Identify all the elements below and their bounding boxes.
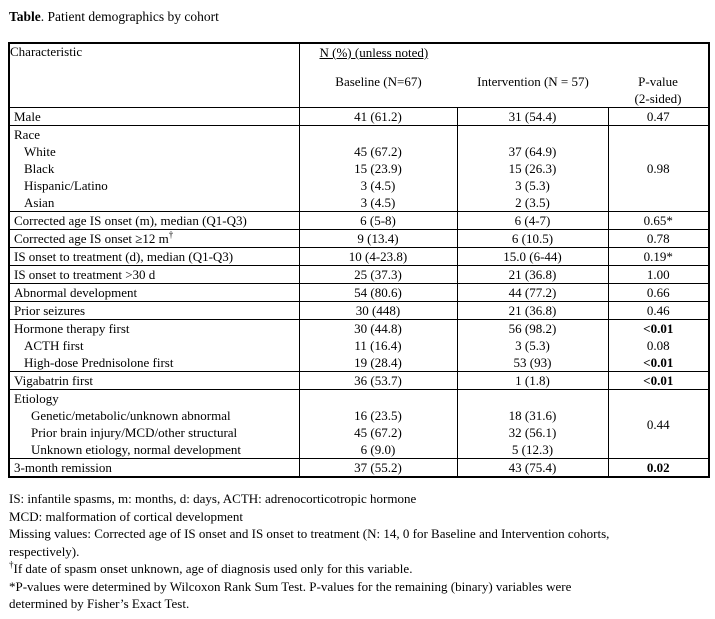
row-label: High-dose Prednisolone first <box>24 355 174 370</box>
baseline-value: 16 (23.5) <box>354 408 402 423</box>
intervention-value: 15.0 (6-44) <box>503 249 562 264</box>
baseline-value: 45 (67.2) <box>354 144 402 159</box>
intervention-value-cell <box>457 459 608 478</box>
table-caption <box>9 8 708 26</box>
baseline-value: 25 (37.3) <box>354 267 402 282</box>
footnote-line: *P-values were determined by Wilcoxon Rank Sum Test. P-values for the remaining (binary) variables were <box>9 578 572 594</box>
baseline-value <box>300 126 457 143</box>
baseline-value: 30 (44.8) <box>354 321 402 336</box>
baseline-value: 45 (67.2) <box>354 425 402 440</box>
pvalue-cell <box>608 230 709 248</box>
baseline-value: 9 (13.4) <box>357 231 399 246</box>
characteristic-cell <box>9 302 299 320</box>
pvalue-cell <box>608 126 709 212</box>
row-label: Prior seizures <box>14 303 86 318</box>
footnote-marker: † <box>9 559 14 570</box>
baseline-value-cell <box>299 230 457 248</box>
footnote-line: IS: infantile spasms, m: months, d: days, ACTH: adrenocorticotropic hormone <box>9 491 417 506</box>
intervention-value: 1 (1.8) <box>515 373 550 388</box>
intervention-value: 15 (26.3) <box>508 161 557 176</box>
baseline-value: 3 (4.5) <box>360 178 396 193</box>
baseline-value: 30 (448) <box>355 303 401 318</box>
table-row <box>9 302 709 320</box>
intervention-value-cell <box>457 266 608 284</box>
intervention-value: 2 (3.5) <box>515 195 550 210</box>
characteristic-cell <box>9 212 299 230</box>
intervention-value-cell <box>457 212 608 230</box>
intervention-value: 6 (4-7) <box>514 213 551 228</box>
row-label: Genetic/metabolic/unknown abnormal <box>31 408 231 423</box>
characteristic-cell <box>9 108 299 126</box>
table-row <box>9 266 709 284</box>
intervention-value: 3 (5.3) <box>515 338 550 353</box>
pvalue-cell <box>608 390 709 459</box>
footnotes <box>9 490 711 613</box>
baseline-value-cell <box>299 372 457 390</box>
baseline-value-cell <box>299 126 457 212</box>
p-value: 0.02 <box>646 460 670 475</box>
intervention-value-cell <box>457 320 608 372</box>
baseline-value: 37 (55.2) <box>354 460 402 475</box>
intervention-value <box>458 126 608 143</box>
intervention-value: 18 (31.6) <box>508 408 557 423</box>
pvalue-cell <box>608 372 709 390</box>
footnote <box>9 508 711 526</box>
baseline-value: 41 (61.2) <box>354 109 402 124</box>
table-row <box>9 459 709 478</box>
row-label: Prior brain injury/MCD/other structural <box>31 425 238 440</box>
p-value: 0.08 <box>646 338 670 353</box>
baseline-value-cell <box>299 212 457 230</box>
intervention-value: 53 (93) <box>513 355 552 370</box>
intervention-value: 6 (10.5) <box>511 231 554 246</box>
intervention-value-cell <box>457 302 608 320</box>
row-label: IS onset to treatment >30 d <box>14 267 156 282</box>
characteristic-cell <box>9 372 299 390</box>
baseline-value-cell <box>299 284 457 302</box>
baseline-value-cell <box>299 302 457 320</box>
row-label: Abnormal development <box>14 285 138 300</box>
table-row <box>9 108 709 126</box>
pvalue-cell <box>608 212 709 230</box>
row-label: Corrected age IS onset ≥12 m† <box>14 230 174 246</box>
p-value: 0.65* <box>643 213 673 228</box>
footnote-line: determined by Fisher’s Exact Test. <box>9 596 190 611</box>
pvalue-cell <box>608 108 709 126</box>
characteristic-cell <box>9 248 299 266</box>
intervention-value: 31 (54.4) <box>508 109 557 124</box>
table-row <box>9 230 709 248</box>
demographics-table <box>8 42 710 478</box>
row-label: Black <box>24 161 55 176</box>
intervention-value-cell <box>457 126 608 212</box>
header-col-pvalue <box>609 74 708 107</box>
footnote-line: MCD: malformation of cortical development <box>9 508 243 524</box>
table-row <box>9 126 709 212</box>
baseline-value <box>300 390 457 407</box>
intervention-value: 3 (5.3) <box>515 178 550 193</box>
intervention-value: 21 (36.8) <box>508 267 557 282</box>
baseline-value-cell <box>299 266 457 284</box>
pvalue-cell <box>608 248 709 266</box>
row-label: Vigabatrin first <box>14 373 94 388</box>
intervention-value: 37 (64.9) <box>508 144 557 159</box>
intervention-value <box>458 390 608 407</box>
row-label: 3-month remission <box>14 460 112 475</box>
header-group-label: N (%) (unless noted) <box>319 45 429 60</box>
table-row <box>9 212 709 230</box>
baseline-value: 11 (16.4) <box>354 338 402 353</box>
footnote-marker: * <box>9 578 16 594</box>
baseline-value-cell <box>299 320 457 372</box>
intervention-value-cell <box>457 390 608 459</box>
intervention-value: 56 (98.2) <box>508 321 557 336</box>
footnote <box>9 490 711 508</box>
intervention-value-cell <box>457 108 608 126</box>
baseline-value: 6 (9.0) <box>360 442 396 457</box>
p-value: <0.01 <box>643 321 674 336</box>
pvalue-cell <box>608 459 709 478</box>
table-row <box>9 248 709 266</box>
dagger-marker: † <box>168 230 174 240</box>
intervention-value: 32 (56.1) <box>508 425 557 440</box>
p-value: 0.98 <box>646 161 670 176</box>
characteristic-cell <box>9 320 299 372</box>
table-row <box>9 390 709 459</box>
header-subcolumns <box>300 74 709 107</box>
table-row <box>9 320 709 372</box>
header-col-pvalue-line1: P-value <box>638 74 678 89</box>
row-label: Unknown etiology, normal development <box>31 442 242 457</box>
row-label: IS onset to treatment (d), median (Q1-Q3) <box>14 249 234 264</box>
baseline-value-cell <box>299 108 457 126</box>
header-col-pvalue-line2: (2-sided) <box>634 90 682 106</box>
pvalue-cell <box>608 302 709 320</box>
intervention-value: 21 (36.8) <box>508 303 557 318</box>
footnote-line: Missing values: Corrected age of IS onset and IS onset to treatment (N: 14, 0 for Baseline and Intervention cohorts, <box>9 526 610 541</box>
baseline-value-cell <box>299 459 457 478</box>
caption-label: Table <box>9 9 41 24</box>
p-value: 0.44 <box>646 416 670 432</box>
header-col-baseline: Baseline (N=67) <box>335 74 422 89</box>
p-value: 0.66 <box>646 285 670 300</box>
footnote-line: †If date of spasm onset unknown, age of diagnosis used only for this variable. <box>9 559 413 576</box>
row-label: Hormone therapy first <box>14 321 130 336</box>
intervention-value: 43 (75.4) <box>508 460 557 475</box>
characteristic-cell <box>9 284 299 302</box>
footnote <box>9 578 711 613</box>
p-value: 0.19* <box>643 249 673 264</box>
row-label: ACTH first <box>24 338 84 353</box>
row-label: Hispanic/Latino <box>24 178 108 193</box>
characteristic-cell <box>9 266 299 284</box>
caption-text: . Patient demographics by cohort <box>40 9 219 24</box>
baseline-value: 54 (80.6) <box>354 285 402 300</box>
characteristic-cell <box>9 230 299 248</box>
table-row <box>9 284 709 302</box>
header-col-intervention: Intervention (N = 57) <box>477 74 589 89</box>
footnote <box>9 525 711 560</box>
header-characteristic: Characteristic <box>9 43 299 108</box>
baseline-value: 19 (28.4) <box>354 355 402 370</box>
baseline-value: 6 (5-8) <box>360 213 396 228</box>
p-value: <0.01 <box>643 355 674 370</box>
row-label: Male <box>14 109 41 124</box>
footnote <box>9 560 711 578</box>
footnote-line: respectively). <box>9 543 80 559</box>
characteristic-cell <box>9 390 299 459</box>
intervention-value-cell <box>457 230 608 248</box>
table-row <box>9 372 709 390</box>
row-label: Etiology <box>14 391 59 406</box>
intervention-value: 44 (77.2) <box>508 285 557 300</box>
intervention-value-cell <box>457 284 608 302</box>
characteristic-cell <box>9 126 299 212</box>
row-label: White <box>24 144 56 159</box>
p-value: 0.46 <box>646 303 670 318</box>
characteristic-cell <box>9 459 299 478</box>
baseline-value: 36 (53.7) <box>354 373 402 388</box>
baseline-value: 15 (23.9) <box>354 161 402 176</box>
baseline-value-cell <box>299 248 457 266</box>
header-merged-cell <box>299 43 709 108</box>
intervention-value: 5 (12.3) <box>511 442 554 457</box>
intervention-value-cell <box>457 372 608 390</box>
p-value: <0.01 <box>643 373 674 388</box>
baseline-value: 10 (4-23.8) <box>348 249 408 264</box>
p-value: 0.78 <box>646 231 670 246</box>
pvalue-cell <box>608 284 709 302</box>
row-label: Corrected age IS onset (m), median (Q1-Q3) <box>14 213 247 228</box>
pvalue-cell <box>608 320 709 372</box>
pvalue-cell <box>608 266 709 284</box>
baseline-value-cell <box>299 390 457 459</box>
row-label: Race <box>14 127 40 142</box>
row-label: Asian <box>24 195 55 210</box>
baseline-value: 3 (4.5) <box>360 195 396 210</box>
p-value: 0.47 <box>646 109 670 124</box>
p-value: 1.00 <box>646 267 670 282</box>
header-row <box>9 43 709 108</box>
intervention-value-cell <box>457 248 608 266</box>
